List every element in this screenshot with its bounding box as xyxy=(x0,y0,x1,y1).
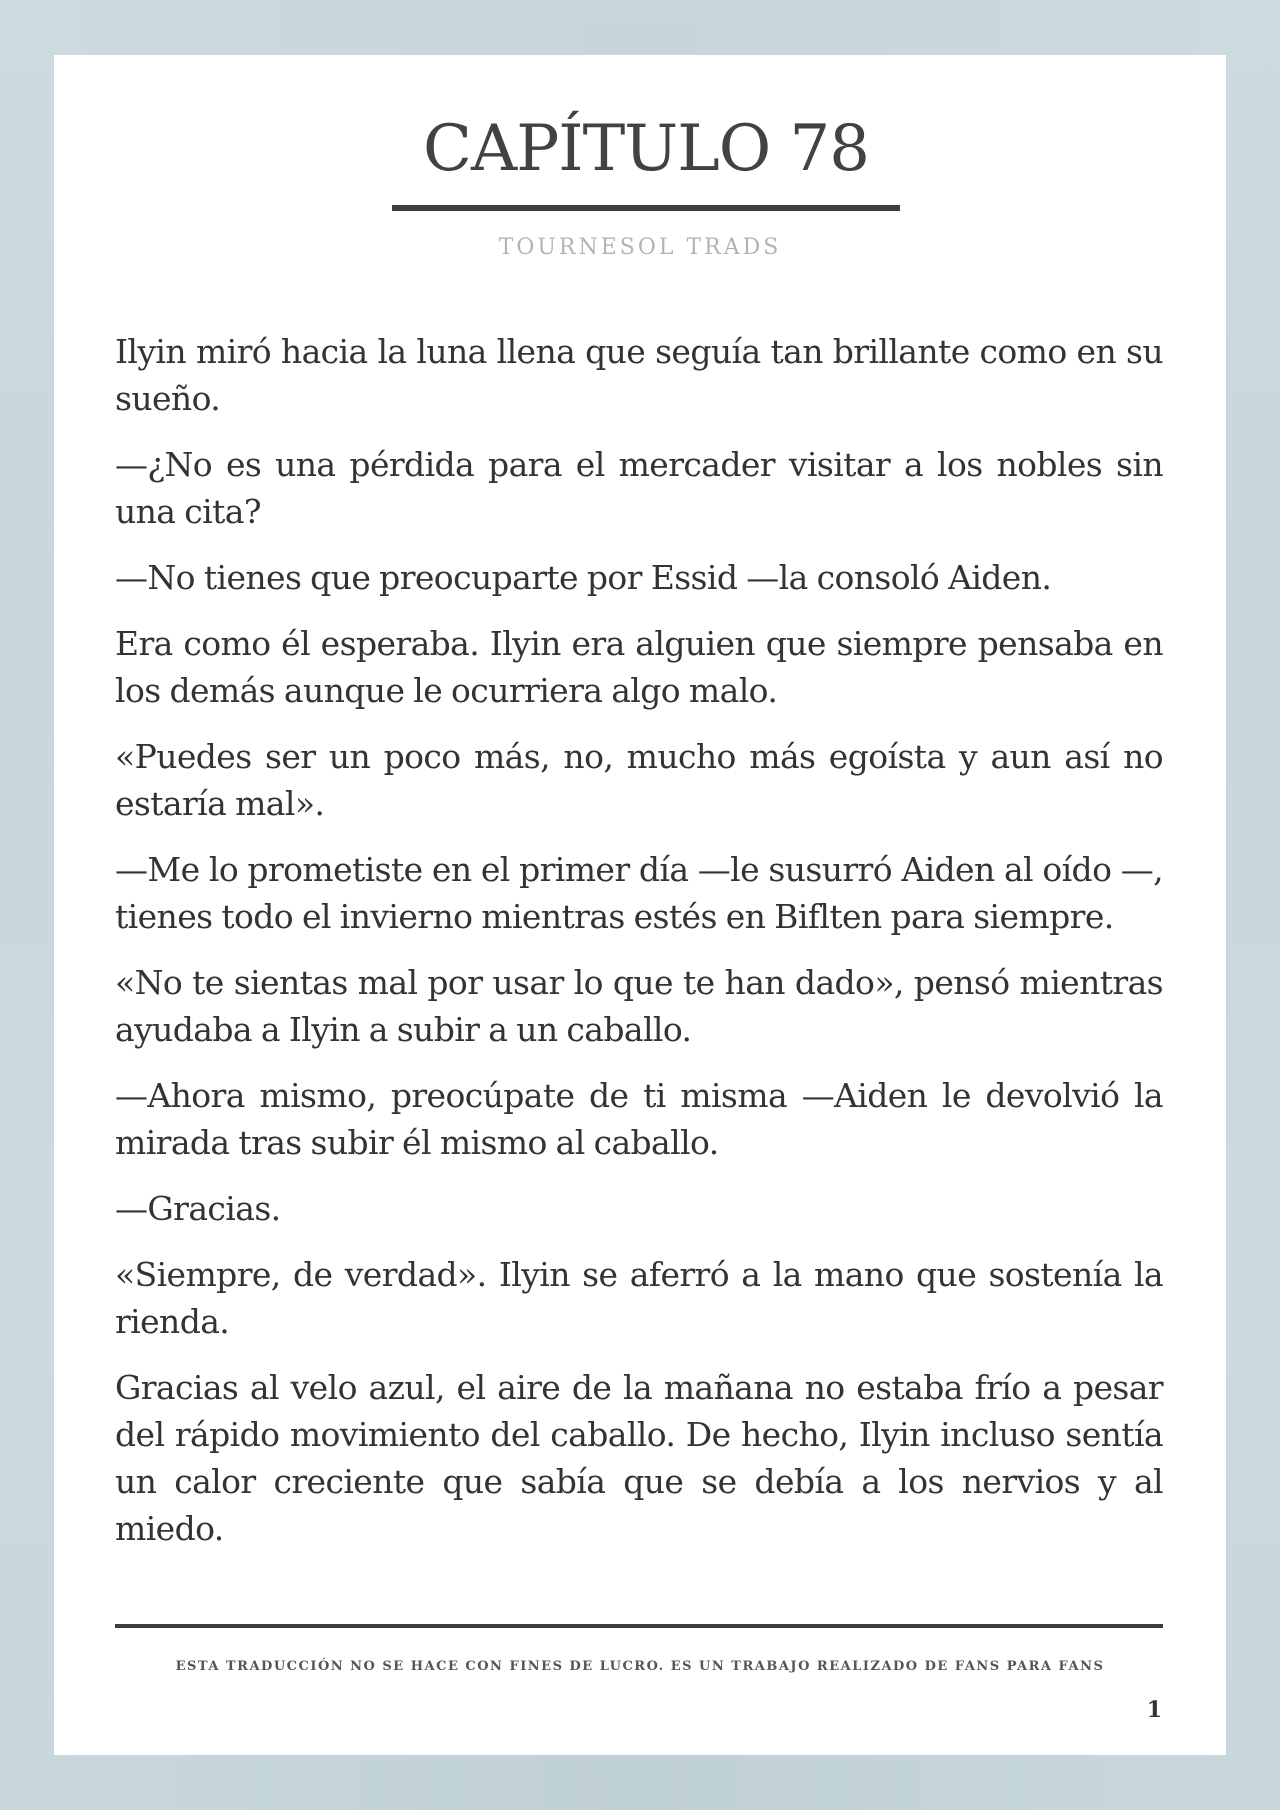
paragraph: Gracias al velo azul, el aire de la mañana no estaba frío a pesar del rápido movimiento del caballo. De hecho, Ilyin incluso sentía un calor creciente que sabía que se debía a los nervios y al miedo. xyxy=(115,1368,1163,1548)
chapter-title: CAPÍTULO 78 xyxy=(423,112,869,186)
title-underline xyxy=(392,205,900,211)
chapter-body xyxy=(115,328,1163,1571)
document-page xyxy=(54,55,1226,1755)
paragraph: —¿No es una pérdida para el mercader visitar a los nobles sin una cita? xyxy=(115,445,1163,531)
paragraph: —No tienes que preocuparte por Essid —la consoló Aiden. xyxy=(115,558,1052,597)
translator-credit: TOURNESOL TRADS xyxy=(498,235,782,260)
paragraph: «Puedes ser un poco más, no, mucho más egoísta y aun así no estaría mal». xyxy=(115,737,1163,823)
disclaimer-note: ESTA TRADUCCIÓN NO SE HACE CON FINES DE LUCRO. ES UN TRABAJO REALIZADO DE FANS PARA FANS xyxy=(175,1659,1105,1674)
footer-divider xyxy=(115,1624,1163,1628)
paragraph: Era como él esperaba. Ilyin era alguien que siempre pensaba en los demás aunque le ocurriera algo malo. xyxy=(115,624,1163,710)
paragraph: Ilyin miró hacia la luna llena que seguía tan brillante como en su sueño. xyxy=(115,332,1163,418)
chapter-title-wrap xyxy=(392,112,900,186)
paragraph: —Gracias. xyxy=(115,1189,281,1228)
paragraph: —Ahora mismo, preocúpate de ti misma —Aiden le devolvió la mirada tras subir él mismo al caballo. xyxy=(115,1076,1163,1162)
paragraph: «No te sientas mal por usar lo que te han dado», pensó mientras ayudaba a Ilyin a subir a un caballo. xyxy=(115,963,1163,1049)
paragraph: —Me lo prometiste en el primer día —le susurró Aiden al oído —, tienes todo el invierno mientras estés en Biflten para siempre. xyxy=(115,850,1163,936)
paragraph: «Siempre, de verdad». Ilyin se aferró a la mano que sostenía la rienda. xyxy=(115,1255,1163,1341)
page-number: 1 xyxy=(1146,1697,1162,1723)
